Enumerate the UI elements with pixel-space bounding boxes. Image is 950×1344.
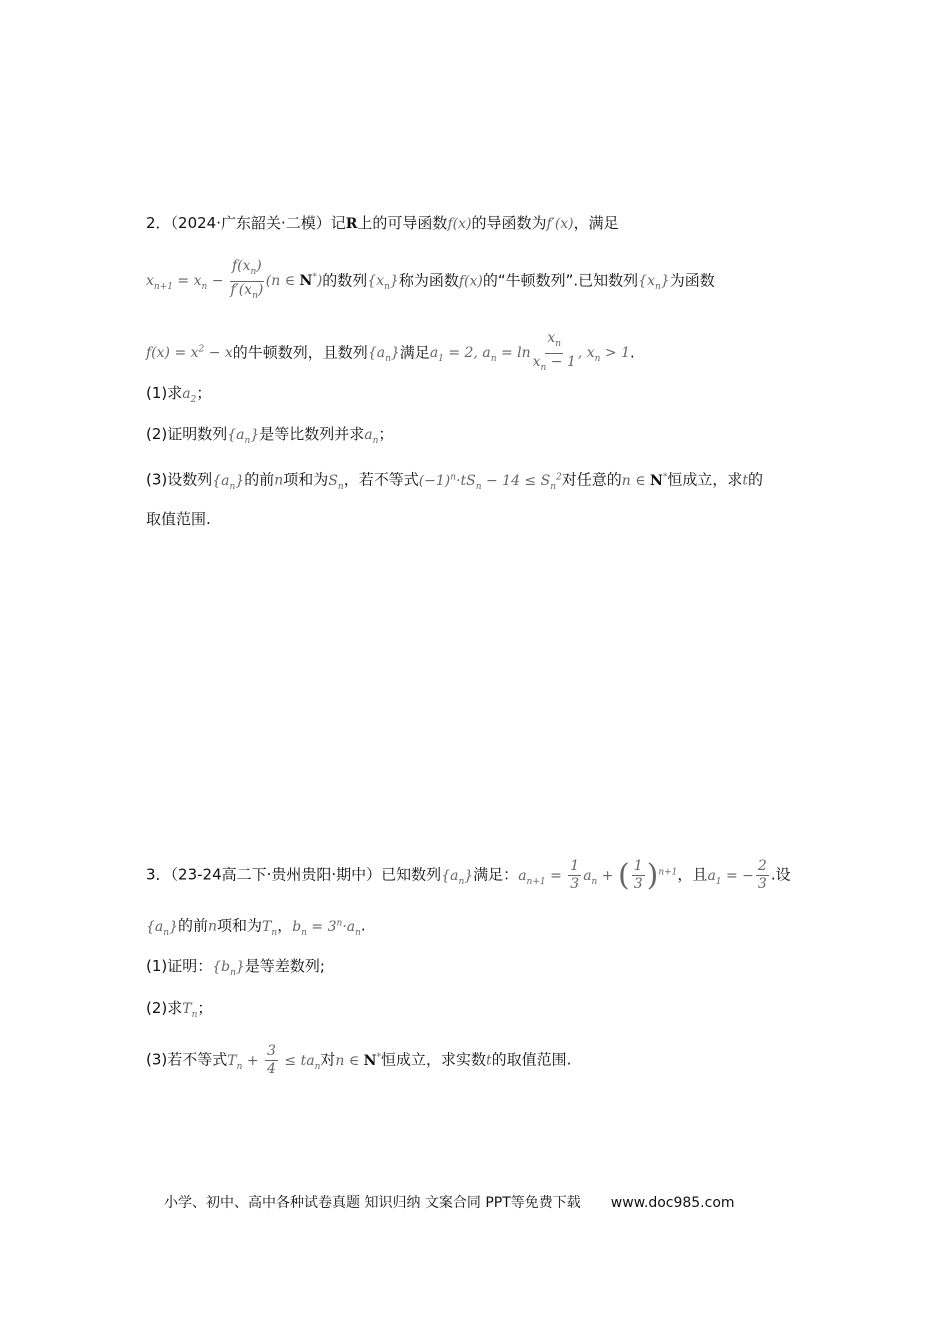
q2-source: （2024·广东韶关·二模） [170,214,331,232]
math-R: R [345,216,358,232]
math-Tn: $T_n$ [262,918,278,938]
math-seq-xn: $\{x_n\}$ [367,273,399,293]
q3-line1: 3．（23-24高二下·贵州贵阳·期中）已知数列$\{a_n\}$满足：$a_{n+1}$ = $\frac{1}{3}$ $a_n$ + ( $\frac{1}{3}$ )$^{n+1}$，且$a_1$ = − $\frac{2}{3}$ .设 [146,857,791,893]
math-seq-an-2: $\{a_n\}$ [227,427,260,446]
math-newton-formula: $x_{n+1} = x_n$ − $\frac{f(x_n)}{f'(x_n)}$ (n ∈ N*) [146,258,323,301]
q3-line2: $\{a_n\}$的前n项和为$T_n$，$b_n = 3^n\cdot a_n$. [146,916,366,938]
q2-line2: $x_{n+1} = x_n$ − $\frac{f(x_n)}{f'(x_n)}$ (n ∈ N*)的数列$\{x_n\}$称为函数f(x)的“牛顿数列”.已知数列$\{x_n\}$为函数 [146,258,715,301]
math-n-in-N: n ∈ N* [621,472,668,489]
math-Tn-2: $T_n$ [182,1001,198,1020]
math-seq-an-q3-2: $\{a_n\}$ [146,918,178,938]
math-seq-an: $\{a_n\}$ [367,345,400,365]
q2-line3: $f(x) = x^2 - x$的牛顿数列，且数列$\{a_n\}$满足$a_1 = 2$, $a_n = \ln$ $\frac{x_n}{x_n - 1}$ , $x_n > 1$. [146,330,635,373]
q2-line1: 2．（2024·广东韶关·二模）记R上的可导函数f(x)的导函数为f′(x)，满足 [146,214,619,232]
math-recurrence: $a_{n+1}$ = $\frac{1}{3}$ $a_n$ + ( $\frac{1}{3}$ )$^{n+1}$ [518,857,678,893]
q3-number: 3． [146,865,171,884]
q2-number: 2． [146,214,171,232]
q2-part1: (1)求$a_2$； [146,384,212,405]
q3-part1: (1)证明：$\{b_n\}$是等差数列; [146,957,325,978]
math-n: n [274,472,284,489]
math-n-in-N-q3: n ∈ N* [335,1051,381,1069]
q3-part3: (3)若不等式$T_n$ + $\frac{3}{4}$ ≤ $ta_n$对n ∈ N*恒成立，求实数t的取值范围. [146,1043,572,1077]
math-bn-def: $b_n = 3^n\cdot a_n$ [292,918,361,938]
q2-part3: (3)设数列$\{a_n\}$的前n项和为$S_n$，若不等式$(-1)^n\cdot tS_n - 14 \le S_n^2$对任意的n ∈ N*恒成立，求t的 [146,470,763,492]
math-a1: $a_1$ = − $\frac{2}{3}$ [707,858,767,892]
q3-source: （23-24高二下·贵州贵阳·期中） [170,865,382,884]
page-footer [164,1192,735,1212]
math-inequality: $(-1)^n\cdot tS_n - 14 \le S_n^2$ [418,472,562,492]
math-fpx: f′(x) [546,216,574,232]
math-ineq-q3: $T_n$ + $\frac{3}{4}$ ≤ $ta_n$ [227,1043,321,1077]
math-an: $a_n$ [364,427,379,446]
math-seq-an-q3: $\{a_n\}$ [441,867,474,887]
math-an-def: $a_1 = 2$, $a_n = \ln$ $\frac{x_n}{x_n - 1}$ , $x_n > 1$ [429,330,631,373]
math-t-q3: t [485,1052,492,1069]
footer-text: 小学、初中、高中各种试卷真题 知识归纳 文案合同 PPT等免费下载 [164,1195,581,1211]
math-fx: f(x) [447,216,472,232]
footer-url: www.doc985.com [610,1195,735,1211]
math-fx-def: $f(x) = x^2 - x$ [146,344,233,362]
q3-part2: (2)求$T_n$； [146,999,213,1020]
q2-part2: (2)证明数列$\{a_n\}$是等比数列并求$a_n$； [146,425,394,446]
math-seq-xn-2: $\{x_n\}$ [638,273,670,293]
math-seq-an-3: $\{a_n\}$ [212,472,245,492]
math-seq-bn: $\{b_n\}$ [212,959,245,978]
math-fx-2: f(x) [458,273,483,290]
math-Sn: $S_n$ [328,472,344,492]
math-n-q3: n [208,918,218,935]
math-t: t [742,472,748,489]
math-a2: $a_2$ [182,386,197,405]
q2-part3-cont: 取值范围. [146,510,211,528]
